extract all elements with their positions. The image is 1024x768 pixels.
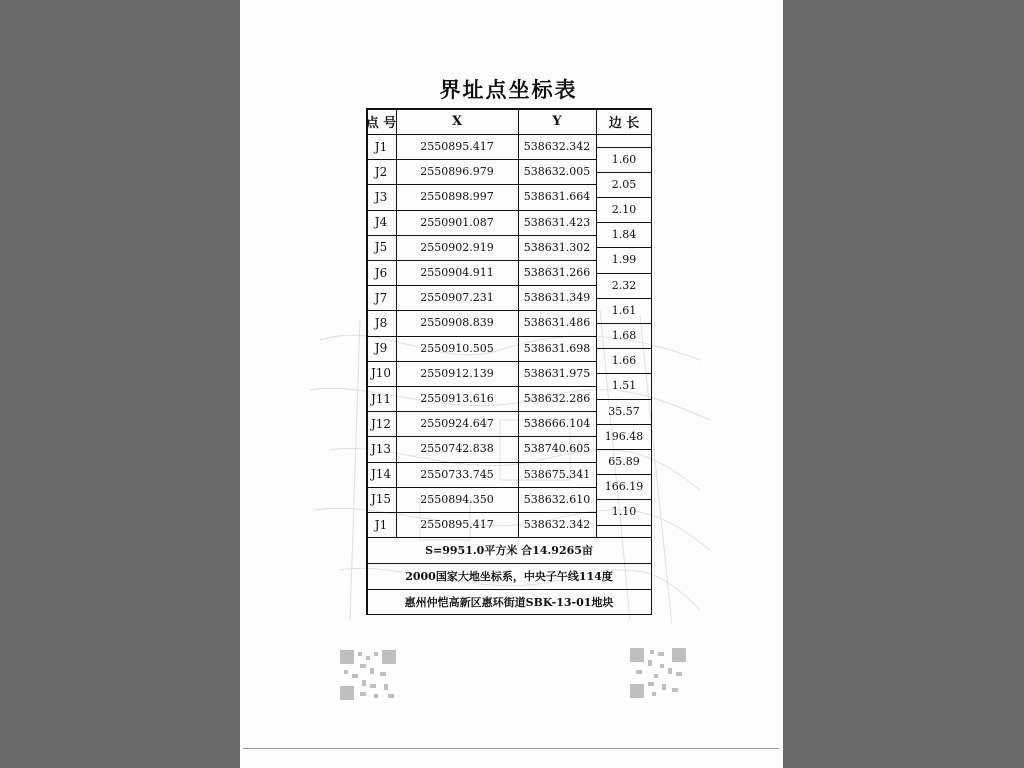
point-x: 2550742.838 [420,442,494,456]
point-y: 538631.266 [523,266,591,280]
point-y: 538631.664 [523,190,591,204]
point-id: J15 [370,492,392,507]
point-id: J9 [374,341,388,356]
point-y: 538631.698 [523,341,591,355]
point-y: 538632.342 [523,518,591,532]
point-x: 2550733.745 [420,467,494,481]
qr-code-right [630,648,686,698]
point-x: 2550901.087 [420,215,494,229]
point-y: 538631.486 [523,316,591,330]
side-length: 65.89 [608,455,640,469]
point-id: J10 [370,366,392,381]
point-id: J12 [370,416,392,431]
point-y: 538666.104 [523,417,591,431]
point-x: 2550895.417 [420,140,494,154]
point-id: J1 [374,139,388,154]
side-length: 1.51 [611,379,637,393]
point-y: 538631.975 [523,366,591,380]
side-length: 2.05 [611,177,637,191]
point-x: 2550913.616 [420,392,494,406]
coordinate-system-note: 2000国家大地坐标系，中央子午线114度 [405,570,613,584]
point-id: J4 [374,215,388,230]
point-x: 2550910.505 [420,341,494,355]
point-y: 538631.302 [523,240,591,254]
point-x: 2550907.231 [420,291,494,305]
table-title: 界址点坐标表 [439,77,578,102]
point-id: J1 [374,517,388,532]
side-length: 1.66 [611,354,637,368]
point-x: 2550896.979 [420,165,494,179]
point-y: 538632.286 [523,392,591,406]
point-id: J13 [370,441,392,456]
point-y: 538631.423 [523,215,591,229]
side-length: 1.84 [611,228,637,242]
header-point: 点 号 [365,115,397,131]
point-y: 538740.605 [523,442,591,456]
point-x: 2550904.911 [420,266,494,280]
point-id: J5 [374,240,388,255]
footer-divider [366,563,652,564]
point-id: J2 [374,164,388,179]
side-length: 1.10 [611,505,637,519]
point-id: J14 [370,467,392,482]
point-id: J6 [374,265,388,280]
point-x: 2550902.919 [420,240,494,254]
point-y: 538675.341 [523,467,591,481]
point-x: 2550898.997 [420,190,494,204]
point-y: 538632.610 [523,492,591,506]
point-id: J8 [374,315,388,330]
side-length: 1.68 [611,329,637,343]
point-id: J3 [374,189,388,204]
side-length: 1.61 [611,303,637,317]
side-length: 35.57 [608,404,640,418]
point-id: J7 [374,290,388,305]
point-x: 2550908.839 [420,316,494,330]
header-side: 边 长 [608,115,640,131]
area-summary: S=9951.0平方米 合14.9265亩 [425,544,593,558]
side-length: 196.48 [604,429,644,443]
point-x: 2550895.417 [420,518,494,532]
side-length: 1.99 [611,253,637,267]
page-bottom-rule [243,748,779,749]
point-y: 538632.005 [523,165,591,179]
parcel-name: 惠州仲恺高新区惠环街道SBK-13-01地块 [404,596,614,610]
header-y: Y [552,113,562,129]
side-length: 166.19 [604,480,644,494]
header-x: X [451,113,463,129]
side-length: 1.60 [611,152,637,166]
side-length: 2.10 [611,203,637,217]
side-divider [596,525,652,526]
point-x: 2550912.139 [420,366,494,380]
qr-code-left [340,650,396,700]
side-length: 2.32 [611,278,637,292]
boundary-point-coordinate-table [366,108,652,615]
point-x: 2550894.350 [420,492,494,506]
point-y: 538631.349 [523,291,591,305]
point-id: J11 [370,391,392,406]
footer-divider [366,589,652,590]
point-x: 2550924.647 [420,417,494,431]
point-y: 538632.342 [523,140,591,154]
